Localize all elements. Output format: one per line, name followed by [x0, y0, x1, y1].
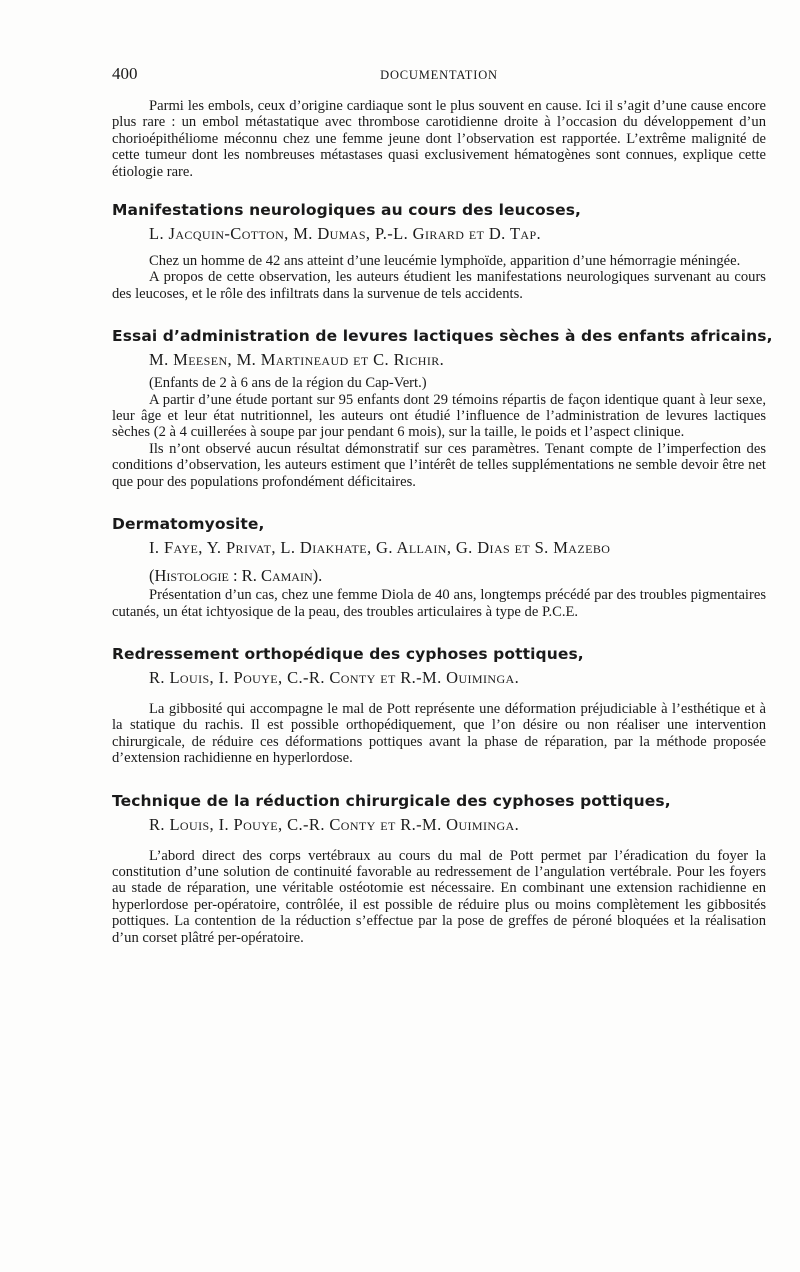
article-abstract	[112, 326, 773, 490]
page-header	[112, 64, 766, 94]
article-title: Dermatomyosite,	[112, 515, 265, 534]
authors-text: R. Louis, I. Pouye, C.-R. Conty et R.-M. Ouiminga.	[149, 814, 520, 834]
article-title: Redressement orthopédique des cyphoses pottiques,	[112, 644, 584, 663]
article-title: Manifestations neurologiques au cours des leucoses,	[112, 201, 582, 220]
article-authors	[149, 223, 766, 245]
article-extra-credit	[149, 565, 766, 587]
article-authors	[149, 537, 766, 559]
authors-text: M. Meesen, M. Martineaud et C. Richir.	[149, 350, 445, 370]
abstract-note: (Enfants de 2 à 6 ans de la région du Cap-Vert.)	[149, 375, 427, 392]
document-page	[112, 64, 773, 946]
article-abstract	[112, 791, 766, 946]
abstract-paragraph: La gibbosité qui accompagne le mal de Pott représente une déformation préjudiciable à l’esthétique et à la statique du rachis. Il est possible orthopédiquement, que l’on désire ou non réaliser une intervention chirurgicale, de réduire ces déformations pottiques avant la phase de réparation, par la méthode proposée d’extension rachidienne en hyperlordose.	[112, 700, 766, 767]
article-title: Technique de la réduction chirurgicale des cyphoses pottiques,	[112, 791, 671, 810]
page-number: 400	[112, 64, 138, 83]
authors-text: R. Louis, I. Pouye, C.-R. Conty et R.-M. Ouiminga.	[149, 667, 520, 687]
abstract-paragraph: Chez un homme de 42 ans atteint d’une leucémie lymphoïde, apparition d’une hémorragie méningée.	[149, 253, 741, 270]
running-title: DOCUMENTATION	[380, 68, 498, 82]
extra-credit-text: (Histologie : R. Camain).	[149, 566, 323, 586]
abstract-paragraph: A partir d’une étude portant sur 95 enfants dont 29 témoins répartis de façon identique quant à leur sexe, leur âge et leur état nutritionnel, les auteurs ont étudié l’influence de l’administration de levures lactiques sèches (2 à 4 cuillerées à soupe par jour pendant 6 mois), sur la taille, le poids et l’aspect clinique.	[112, 391, 766, 441]
article-abstract	[112, 514, 766, 620]
article-abstract	[112, 644, 766, 767]
authors-text: I. Faye, Y. Privat, L. Diakhate, G. Allain, G. Dias et S. Mazebo	[149, 538, 611, 558]
article-authors	[149, 349, 766, 371]
article-authors	[149, 814, 766, 836]
intro-paragraph: Parmi les embols, ceux d’origine cardiaque sont le plus souvent en cause. Ici il s’agit d’une cause encore plus rare : un embol métastatique avec thrombose carotidienne droite à l’occasion du développement d’un chorioépithéliome méconnu chez une femme jeune dont l’observation est rapportée. L’extrême malignité de cette tumeur dont les nombreuses métastases quasi exclusivement hématogènes sont connues, explique cette étiologie rare.	[112, 98, 766, 180]
abstract-paragraph: Ils n’ont observé aucun résultat démonstratif sur ces paramètres. Tenant compte de l’imperfection des conditions d’observation, les auteurs estiment que l’intérêt de telles supplémentations ne semble devoir être net que pour des populations profondément déficitaires.	[112, 440, 766, 490]
article-title: Essai d’administration de levures lactiques sèches à des enfants africains,	[112, 327, 773, 346]
abstract-paragraph: Présentation d’un cas, chez une femme Diola de 40 ans, longtemps précédé par des troubles pigmentaires cutanés, un état ichtyosique de la peau, des troubles articulaires à type de P.C.E.	[112, 587, 766, 620]
abstract-paragraph: A propos de cette observation, les auteurs étudient les manifestations neurologiques survenant au cours des leucoses, et le rôle des infiltrats dans la survenue de tels accidents.	[112, 269, 766, 302]
article-abstract	[112, 200, 766, 302]
abstract-paragraph: L’abord direct des corps vertébraux au cours du mal de Pott permet par l’éradication du foyer la constitution d’une solution de continuité favorable au redressement de l’angulation vertébrale. Pour les foyers au stade de réparation, une véritable ostéotomie est nécessaire. En combinant une extension rachidienne en hyperlordose per-opératoire, contrôlée, il est possible de réduire plus ou moins complètement les gibbosités pottiques. La contention de la réduction s’effectue par la pose de greffes de péroné bloquées et la réalisation d’un corset plâtré per-opératoire.	[112, 847, 766, 946]
article-authors	[149, 667, 766, 689]
authors-text: L. Jacquin-Cotton, M. Dumas, P.-L. Girard et D. Tap.	[149, 224, 542, 244]
